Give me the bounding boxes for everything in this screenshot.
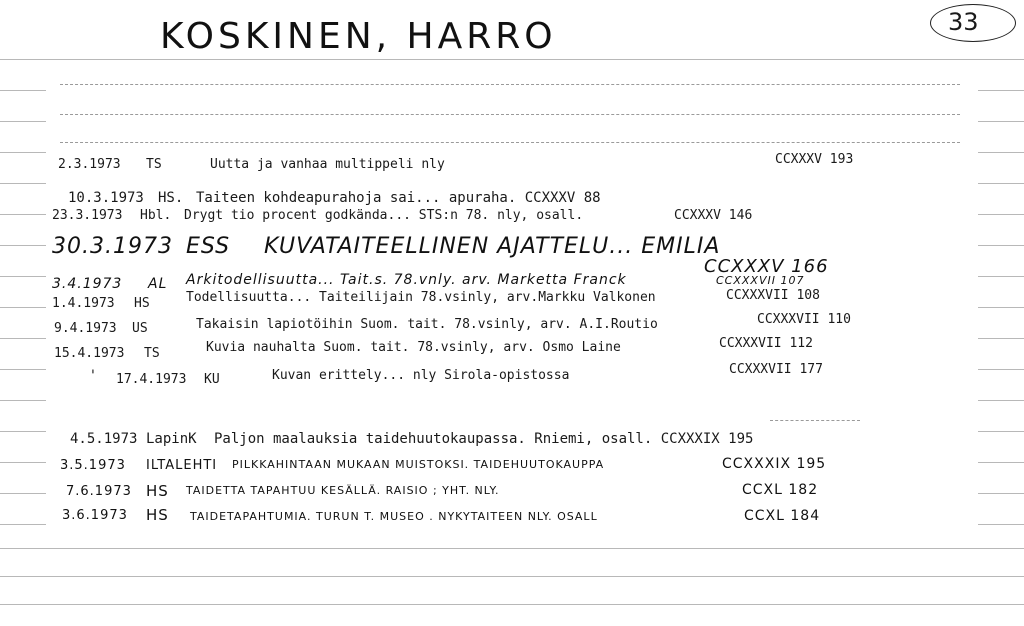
ruled-line <box>0 524 46 525</box>
entry-text: KUVATAITEELLINEN AJATTELU... EMILIA <box>264 234 721 259</box>
ruled-line <box>0 462 46 463</box>
entry-date: 7.6.1973 <box>66 484 132 499</box>
tick-mark: ' <box>91 368 95 384</box>
ruled-line <box>978 524 1024 525</box>
entry-source: HS <box>146 506 169 524</box>
entry-source: ESS <box>186 234 231 259</box>
ruled-line <box>0 276 46 277</box>
entry-ref: CCXXXV 146 <box>674 208 753 223</box>
ruled-line <box>978 400 1024 401</box>
ruled-line <box>978 493 1024 494</box>
card-name: KOSKINEN, HARRO <box>160 16 557 57</box>
ruled-line <box>978 276 1024 277</box>
entry-source: HS <box>146 482 169 500</box>
ruled-line <box>0 338 46 339</box>
entry-text: TAIDETTA TAPAHTUU KESÄLLÄ. RAISIO ; YHT. NLY. <box>186 484 500 497</box>
entry-date: 10.3.1973 <box>68 190 144 206</box>
ruled-line <box>0 121 46 122</box>
dashed-line <box>770 420 860 421</box>
dashed-line <box>60 84 960 85</box>
entry-source: US <box>132 321 148 336</box>
ruled-line <box>0 245 46 246</box>
entry-ref: CCXXXV 193 <box>775 152 854 167</box>
entry-ref: CCXXXVII 107 <box>716 274 805 287</box>
entry-date: 30.3.1973 <box>52 234 173 259</box>
entry-source: Hbl. <box>140 208 172 223</box>
ruled-line <box>978 462 1024 463</box>
entry-ref: CCXXXV 166 <box>704 256 829 277</box>
ruled-line <box>0 152 46 153</box>
entry-date: 15.4.1973 <box>54 346 125 361</box>
entry-source: AL <box>148 276 168 292</box>
ruled-line <box>0 493 46 494</box>
ruled-line <box>978 214 1024 215</box>
dashed-line <box>60 114 960 115</box>
entry-text: Takaisin lapiotöihin Suom. tait. 78.vsinly, arv. A.I.Routio <box>196 317 658 332</box>
entry-source: ILTALEHTI <box>146 458 218 473</box>
entry-ref: CCXL 184 <box>744 508 821 524</box>
entry-date: 3.6.1973 <box>62 508 128 523</box>
entry-source: TS <box>144 346 160 361</box>
entry-date: 17.4.1973 <box>116 372 187 387</box>
ruled-line <box>978 369 1024 370</box>
entry-text: Todellisuutta... Taiteilijain 78.vsinly, arv.Markku Valkonen <box>186 290 656 305</box>
ruled-line <box>0 604 1024 605</box>
entry-ref: CCXXXVII 108 <box>726 288 820 303</box>
entry-text: Uutta ja vanhaa multippeli nly <box>210 157 445 172</box>
entry-ref: CCXXXVII 177 <box>729 362 823 377</box>
ruled-line <box>978 121 1024 122</box>
card-number: 33 <box>948 8 979 36</box>
entry-date: 2.3.1973 <box>58 157 121 172</box>
ruled-line <box>978 431 1024 432</box>
entry-source: LapinK <box>146 431 197 447</box>
ruled-line <box>978 245 1024 246</box>
entry-ref: CCXXXIX 195 <box>722 456 827 472</box>
entry-ref: CCXL 182 <box>742 482 819 498</box>
ruled-line <box>0 369 46 370</box>
entry-date: 1.4.1973 <box>52 296 115 311</box>
entry-ref: CCXXXVII 110 <box>757 312 851 327</box>
entry-text: Kuvia nauhalta Suom. tait. 78.vsinly, arv. Osmo Laine <box>206 340 621 355</box>
entry-text: Paljon maalauksia taidehuutokaupassa. Rniemi, osall. CCXXXIX 195 <box>214 431 754 447</box>
entry-text: TAIDETAPAHTUMIA. TURUN T. MUSEO . NYKYTAITEEN NLY. OSALL <box>190 510 598 523</box>
ruled-line <box>0 548 1024 549</box>
entry-text: Drygt tio procent godkända... STS:n 78. nly, osall. <box>184 208 584 223</box>
ruled-line <box>0 307 46 308</box>
ruled-line <box>0 431 46 432</box>
entry-source: KU <box>204 372 220 387</box>
ruled-line <box>978 183 1024 184</box>
entry-source: TS <box>146 157 162 172</box>
entry-text: Taiteen kohdeapurahoja sai... apuraha. CCXXXV 88 <box>196 190 601 206</box>
entry-date: 3.5.1973 <box>60 458 126 473</box>
ruled-line <box>0 183 46 184</box>
entry-date: 3.4.1973 <box>52 276 123 292</box>
entry-source: HS <box>134 296 150 311</box>
ruled-line <box>0 400 46 401</box>
ruled-line <box>0 59 1024 60</box>
entry-date: 4.5.1973 <box>70 431 138 447</box>
entry-date: 9.4.1973 <box>54 321 117 336</box>
entry-text: PILKKAHINTAAN MUKAAN MUISTOKSI. TAIDEHUUTOKAUPPA <box>232 458 605 471</box>
entry-date: 23.3.1973 <box>52 208 123 223</box>
ruled-line <box>0 90 46 91</box>
entry-text: Kuvan erittely... nly Sirola-opistossa <box>272 368 570 383</box>
entry-text: Arkitodellisuutta... Tait.s. 78.vnly. arv. Marketta Franck <box>186 272 627 288</box>
ruled-line <box>978 90 1024 91</box>
ruled-line <box>978 338 1024 339</box>
ruled-line <box>0 576 1024 577</box>
ruled-line <box>0 214 46 215</box>
ruled-line <box>978 307 1024 308</box>
ruled-line <box>978 152 1024 153</box>
entry-source: HS. <box>158 190 184 206</box>
entry-ref: CCXXXVII 112 <box>719 336 813 351</box>
dashed-line <box>60 142 960 143</box>
